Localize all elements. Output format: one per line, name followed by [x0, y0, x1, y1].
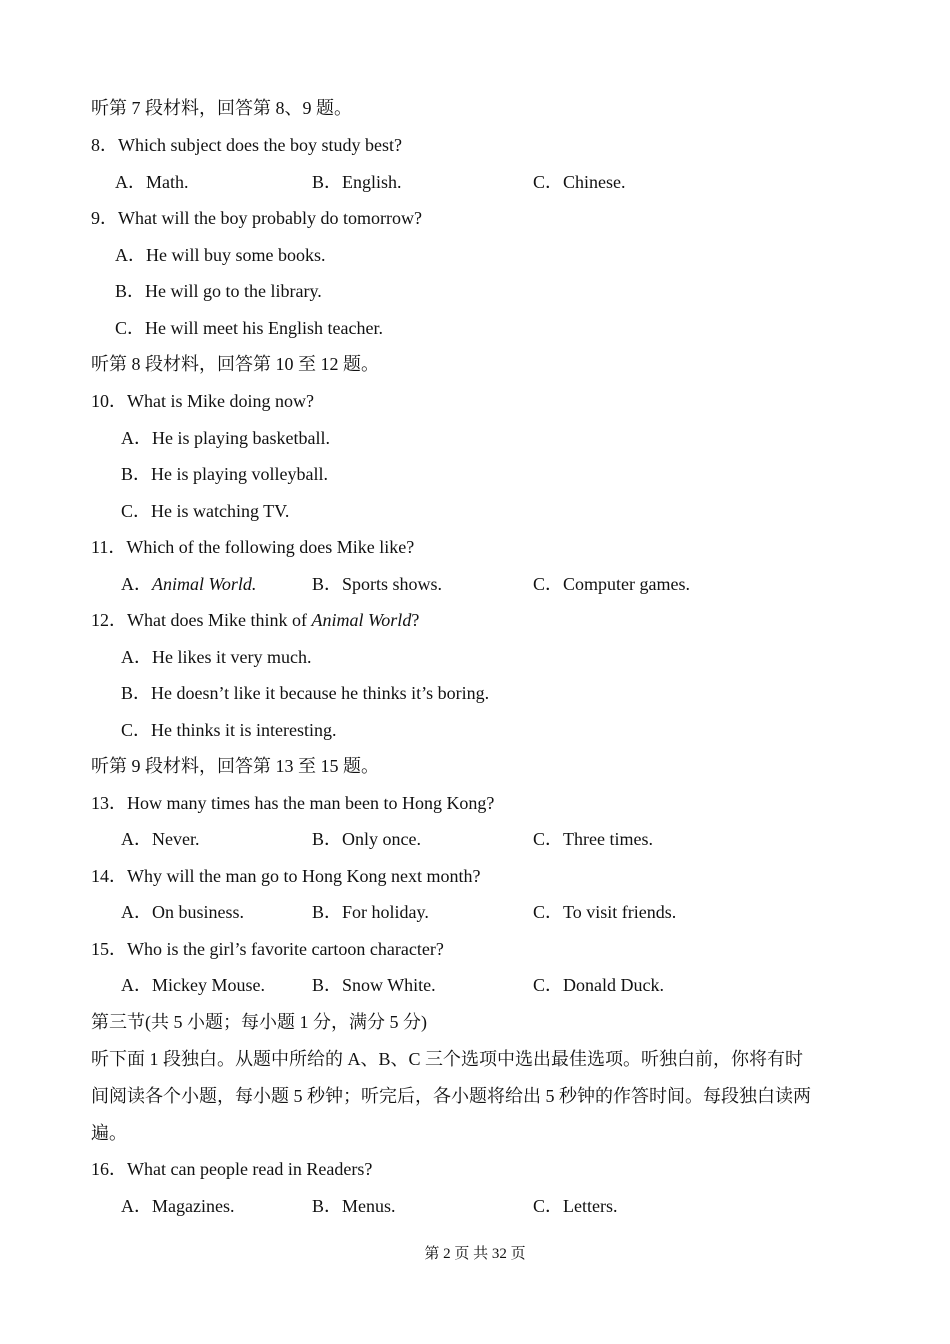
- section-intro-9: 听第 9 段材料，回答第 13 至 15 题。: [91, 756, 379, 776]
- q10-option-c: C．He is watching TV.: [121, 501, 290, 521]
- q11-option-c: C．Computer games.: [533, 574, 690, 594]
- q11-option-a-label: A．: [121, 574, 152, 594]
- q12-text-post: ?: [411, 610, 420, 630]
- part3-instruction-1: 听下面 1 段独白。从题中所给的 A、B、C 三个选项中选出最佳选项。听独白前，你将有时: [91, 1049, 804, 1069]
- q13-option-c: C．Three times.: [533, 829, 653, 849]
- q9-option-b: B．He will go to the library.: [115, 281, 322, 301]
- q11-option-b: B．Sports shows.: [312, 574, 443, 594]
- q11-option-a-title: Animal World.: [152, 574, 257, 594]
- q12-option-a: A．He likes it very much.: [121, 647, 312, 667]
- q10-option-b: B．He is playing volleyball.: [121, 464, 328, 484]
- question-11: 11．Which of the following does Mike like?: [91, 537, 415, 557]
- q14-option-b: B．For holiday.: [312, 902, 429, 922]
- question-15: 15．Who is the girl’s favorite cartoon character?: [91, 939, 444, 959]
- q13-option-a: A．Never.: [121, 829, 200, 849]
- section-intro-7: 听第 7 段材料，回答第 8、9 题。: [91, 98, 352, 118]
- part3-heading: 第三节(共 5 小题；每小题 1 分，满分 5 分): [91, 1012, 427, 1032]
- part3-instruction-2: 间阅读各个小题，每小题 5 秒钟；听完后，各小题将给出 5 秒钟的作答时间。每段独白读两: [91, 1086, 811, 1106]
- question-16: 16．What can people read in Readers?: [91, 1159, 373, 1179]
- q16-option-c: C．Letters.: [533, 1196, 618, 1216]
- q9-option-a: A．He will buy some books.: [115, 245, 326, 265]
- q8-option-c: C．Chinese.: [533, 172, 626, 192]
- q16-option-b: B．Menus.: [312, 1196, 396, 1216]
- question-14: 14．Why will the man go to Hong Kong next month?: [91, 866, 481, 886]
- q10-option-a: A．He is playing basketball.: [121, 428, 330, 448]
- q12-text-pre: 12．What does Mike think of: [91, 610, 312, 630]
- q9-option-c: C．He will meet his English teacher.: [115, 318, 383, 338]
- page-footer: 第 2 页 共 32 页: [424, 1246, 526, 1262]
- q8-option-a: A．Math.: [115, 172, 189, 192]
- question-13: 13．How many times has the man been to Hong Kong?: [91, 793, 495, 813]
- q15-option-b: B．Snow White.: [312, 975, 436, 995]
- q11-option-a: [121, 573, 256, 595]
- question-12: [91, 609, 419, 631]
- q14-option-a: A．On business.: [121, 902, 245, 922]
- question-8: 8．Which subject does the boy study best?: [91, 135, 402, 155]
- q15-option-c: C．Donald Duck.: [533, 975, 664, 995]
- q15-option-a: A．Mickey Mouse.: [121, 975, 265, 995]
- section-intro-8: 听第 8 段材料，回答第 10 至 12 题。: [91, 354, 379, 374]
- q14-option-c: C．To visit friends.: [533, 902, 677, 922]
- q13-option-b: B．Only once.: [312, 829, 421, 849]
- part3-instruction-3: 遍。: [91, 1123, 127, 1143]
- q16-option-a: A．Magazines.: [121, 1196, 235, 1216]
- q12-text-title: Animal World: [311, 610, 412, 630]
- q12-option-c: C．He thinks it is interesting.: [121, 720, 337, 740]
- question-10: 10．What is Mike doing now?: [91, 391, 314, 411]
- q8-option-b: B．English.: [312, 172, 402, 192]
- question-9: 9．What will the boy probably do tomorrow?: [91, 208, 422, 228]
- q12-option-b: B．He doesn’t like it because he thinks it’s boring.: [121, 683, 490, 703]
